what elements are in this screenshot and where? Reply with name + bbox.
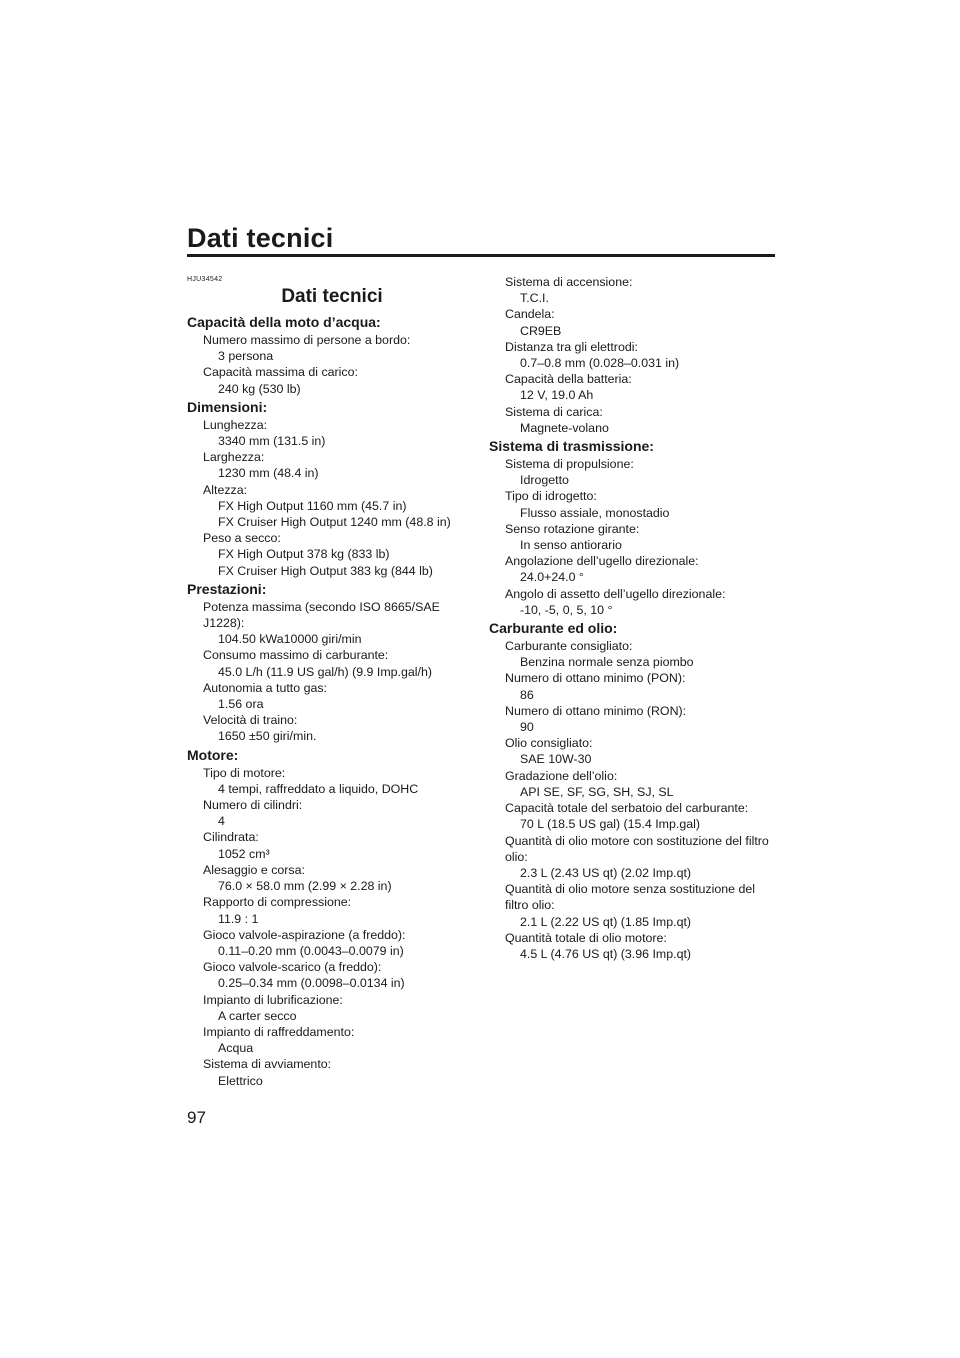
- spec-section-heading: Carburante ed olio:: [489, 620, 618, 637]
- spec-value: Benzina normale senza piombo: [520, 655, 694, 670]
- spec-value: API SE, SF, SG, SH, SJ, SL: [520, 784, 674, 799]
- spec-label: Quantità di olio motore senza sostituzione del: [505, 882, 756, 897]
- left-spec-list: [187, 314, 477, 1089]
- spec-value: Magnete-volano: [520, 420, 609, 435]
- spec-label: Larghezza:: [203, 450, 265, 465]
- spec-label-continued: J1228):: [203, 616, 245, 631]
- spec-label: Tipo di motore:: [203, 765, 286, 780]
- spec-value: Flusso assiale, monostadio: [520, 505, 670, 520]
- spec-label-continued: filtro olio:: [505, 898, 555, 913]
- spec-value: 0.25–0.34 mm (0.0098–0.0134 in): [218, 976, 405, 991]
- spec-value: T.C.I.: [520, 291, 549, 306]
- spec-value: 76.0 × 58.0 mm (2.99 × 2.28 in): [218, 879, 392, 894]
- right-spec-list: [489, 274, 779, 962]
- page-title: Dati tecnici: [187, 223, 334, 253]
- spec-value: 1.56 ora: [218, 697, 264, 712]
- spec-label: Sistema di accensione:: [505, 275, 633, 289]
- spec-section-heading: Capacità della moto d’acqua:: [187, 314, 381, 330]
- spec-value: In senso antiorario: [520, 538, 622, 553]
- spec-value: 45.0 L/h (11.9 US gal/h) (9.9 Imp.gal/h): [218, 664, 432, 679]
- spec-label: Gioco valvole-aspirazione (a freddo):: [203, 927, 406, 942]
- spec-label: Angolazione dell’ugello direzionale:: [505, 554, 699, 569]
- spec-label: Olio consigliato:: [505, 736, 593, 751]
- spec-value: 90: [520, 720, 534, 735]
- spec-label: Lunghezza:: [203, 417, 268, 432]
- spec-value: A carter secco: [218, 1008, 297, 1023]
- spec-value: 12 V, 19.0 Ah: [520, 388, 594, 403]
- spec-section-heading: Motore:: [187, 746, 239, 763]
- spec-value: 2.3 L (2.43 US qt) (2.02 Imp.qt): [520, 865, 692, 880]
- spec-label: Distanza tra gli elettrodi:: [505, 339, 638, 354]
- spec-value: 240 kg (530 lb): [218, 381, 301, 396]
- spec-section-heading: Prestazioni:: [187, 580, 267, 597]
- section-title: Dati tecnici: [281, 286, 383, 307]
- spec-label: Quantità di olio motore con sostituzione del filtro: [505, 833, 769, 848]
- spec-label: Altezza:: [203, 482, 248, 497]
- spec-label: Sistema di avviamento:: [203, 1057, 332, 1072]
- left-column: [187, 274, 477, 1089]
- spec-label: Impianto di raffreddamento:: [203, 1024, 355, 1039]
- spec-value: 104.50 kWa10000 giri/min: [218, 632, 362, 647]
- header-rule: [187, 254, 775, 257]
- spec-value: 4 tempi, raffreddato a liquido, DOHC: [218, 781, 419, 796]
- spec-section-heading: Sistema di trasmissione:: [489, 438, 654, 455]
- spec-value: FX High Output 378 kg (833 lb): [218, 547, 390, 562]
- spec-value: 86: [520, 687, 534, 702]
- spec-value: Idrogetto: [520, 473, 569, 488]
- spec-label: Numero di ottano minimo (RON):: [505, 703, 687, 718]
- spec-label: Numero di ottano minimo (PON):: [505, 671, 686, 686]
- spec-label: Numero massimo di persone a bordo:: [203, 333, 411, 347]
- spec-value: 4: [218, 814, 225, 829]
- spec-label: Tipo di idrogetto:: [505, 489, 597, 504]
- doc-code: HJU34542: [187, 276, 223, 283]
- spec-value: 70 L (18.5 US gal) (15.4 Imp.gal): [520, 817, 700, 832]
- spec-value: 3340 mm (131.5 in): [218, 434, 326, 449]
- spec-value: Elettrico: [218, 1073, 263, 1088]
- spec-value: 1230 mm (48.4 in): [218, 466, 319, 481]
- spec-label: Cilindrata:: [203, 830, 259, 845]
- spec-label: Potenza massima (secondo ISO 8665/SAE: [203, 599, 440, 614]
- spec-value: FX Cruiser High Output 1240 mm (48.8 in): [218, 515, 451, 530]
- spec-value: 3 persona: [218, 349, 274, 364]
- spec-value: 2.1 L (2.22 US qt) (1.85 Imp.qt): [520, 914, 692, 929]
- spec-label: Capacità massima di carico:: [203, 365, 358, 380]
- spec-value: 1650 ±50 giri/min.: [218, 729, 317, 744]
- right-column: [489, 274, 779, 962]
- spec-label: Impianto di lubrificazione:: [203, 992, 343, 1007]
- spec-label: Rapporto di compressione:: [203, 895, 352, 910]
- spec-section-heading: Dimensioni:: [187, 398, 268, 415]
- spec-label: Carburante consigliato:: [505, 639, 633, 654]
- spec-label: Quantità totale di olio motore:: [505, 930, 667, 945]
- spec-value: CR9EB: [520, 323, 562, 338]
- page-header: [187, 222, 775, 254]
- spec-value: 24.0+24.0 °: [520, 570, 584, 585]
- spec-value: -10, -5, 0, 5, 10 °: [520, 602, 613, 617]
- spec-value: SAE 10W-30: [520, 752, 592, 767]
- spec-value: 0.7–0.8 mm (0.028–0.031 in): [520, 356, 680, 371]
- spec-label-continued: olio:: [505, 849, 528, 864]
- spec-label: Alesaggio e corsa:: [203, 862, 305, 877]
- spec-label: Senso rotazione girante:: [505, 521, 640, 536]
- spec-label: Sistema di carica:: [505, 404, 603, 419]
- spec-value: Acqua: [218, 1041, 254, 1056]
- spec-label: Capacità della batteria:: [505, 372, 632, 387]
- spec-value: FX Cruiser High Output 383 kg (844 lb): [218, 563, 433, 578]
- spec-label: Numero di cilindri:: [203, 798, 303, 813]
- spec-label: Capacità totale del serbatoio del carburante:: [505, 801, 749, 816]
- spec-value: 1052 cm³: [218, 846, 270, 861]
- spec-label: Gradazione dell’olio:: [505, 768, 618, 783]
- page-number: 97: [187, 1108, 206, 1127]
- spec-label: Autonomia a tutto gas:: [203, 680, 327, 695]
- spec-label: Sistema di propulsione:: [505, 457, 634, 472]
- spec-label: Candela:: [505, 307, 555, 322]
- spec-label: Velocità di traino:: [203, 713, 298, 728]
- spec-value: 0.11–0.20 mm (0.0043–0.0079 in): [218, 943, 404, 958]
- spec-label: Gioco valvole-scarico (a freddo):: [203, 960, 382, 975]
- spec-label: Peso a secco:: [203, 531, 281, 546]
- spec-label: Consumo massimo di carburante:: [203, 648, 389, 663]
- spec-value: 11.9 : 1: [218, 911, 259, 926]
- spec-label: Angolo di assetto dell’ugello direzionale:: [505, 586, 726, 601]
- spec-value: FX High Output 1160 mm (45.7 in): [218, 498, 407, 513]
- spec-value: 4.5 L (4.76 US qt) (3.96 Imp.qt): [520, 946, 692, 961]
